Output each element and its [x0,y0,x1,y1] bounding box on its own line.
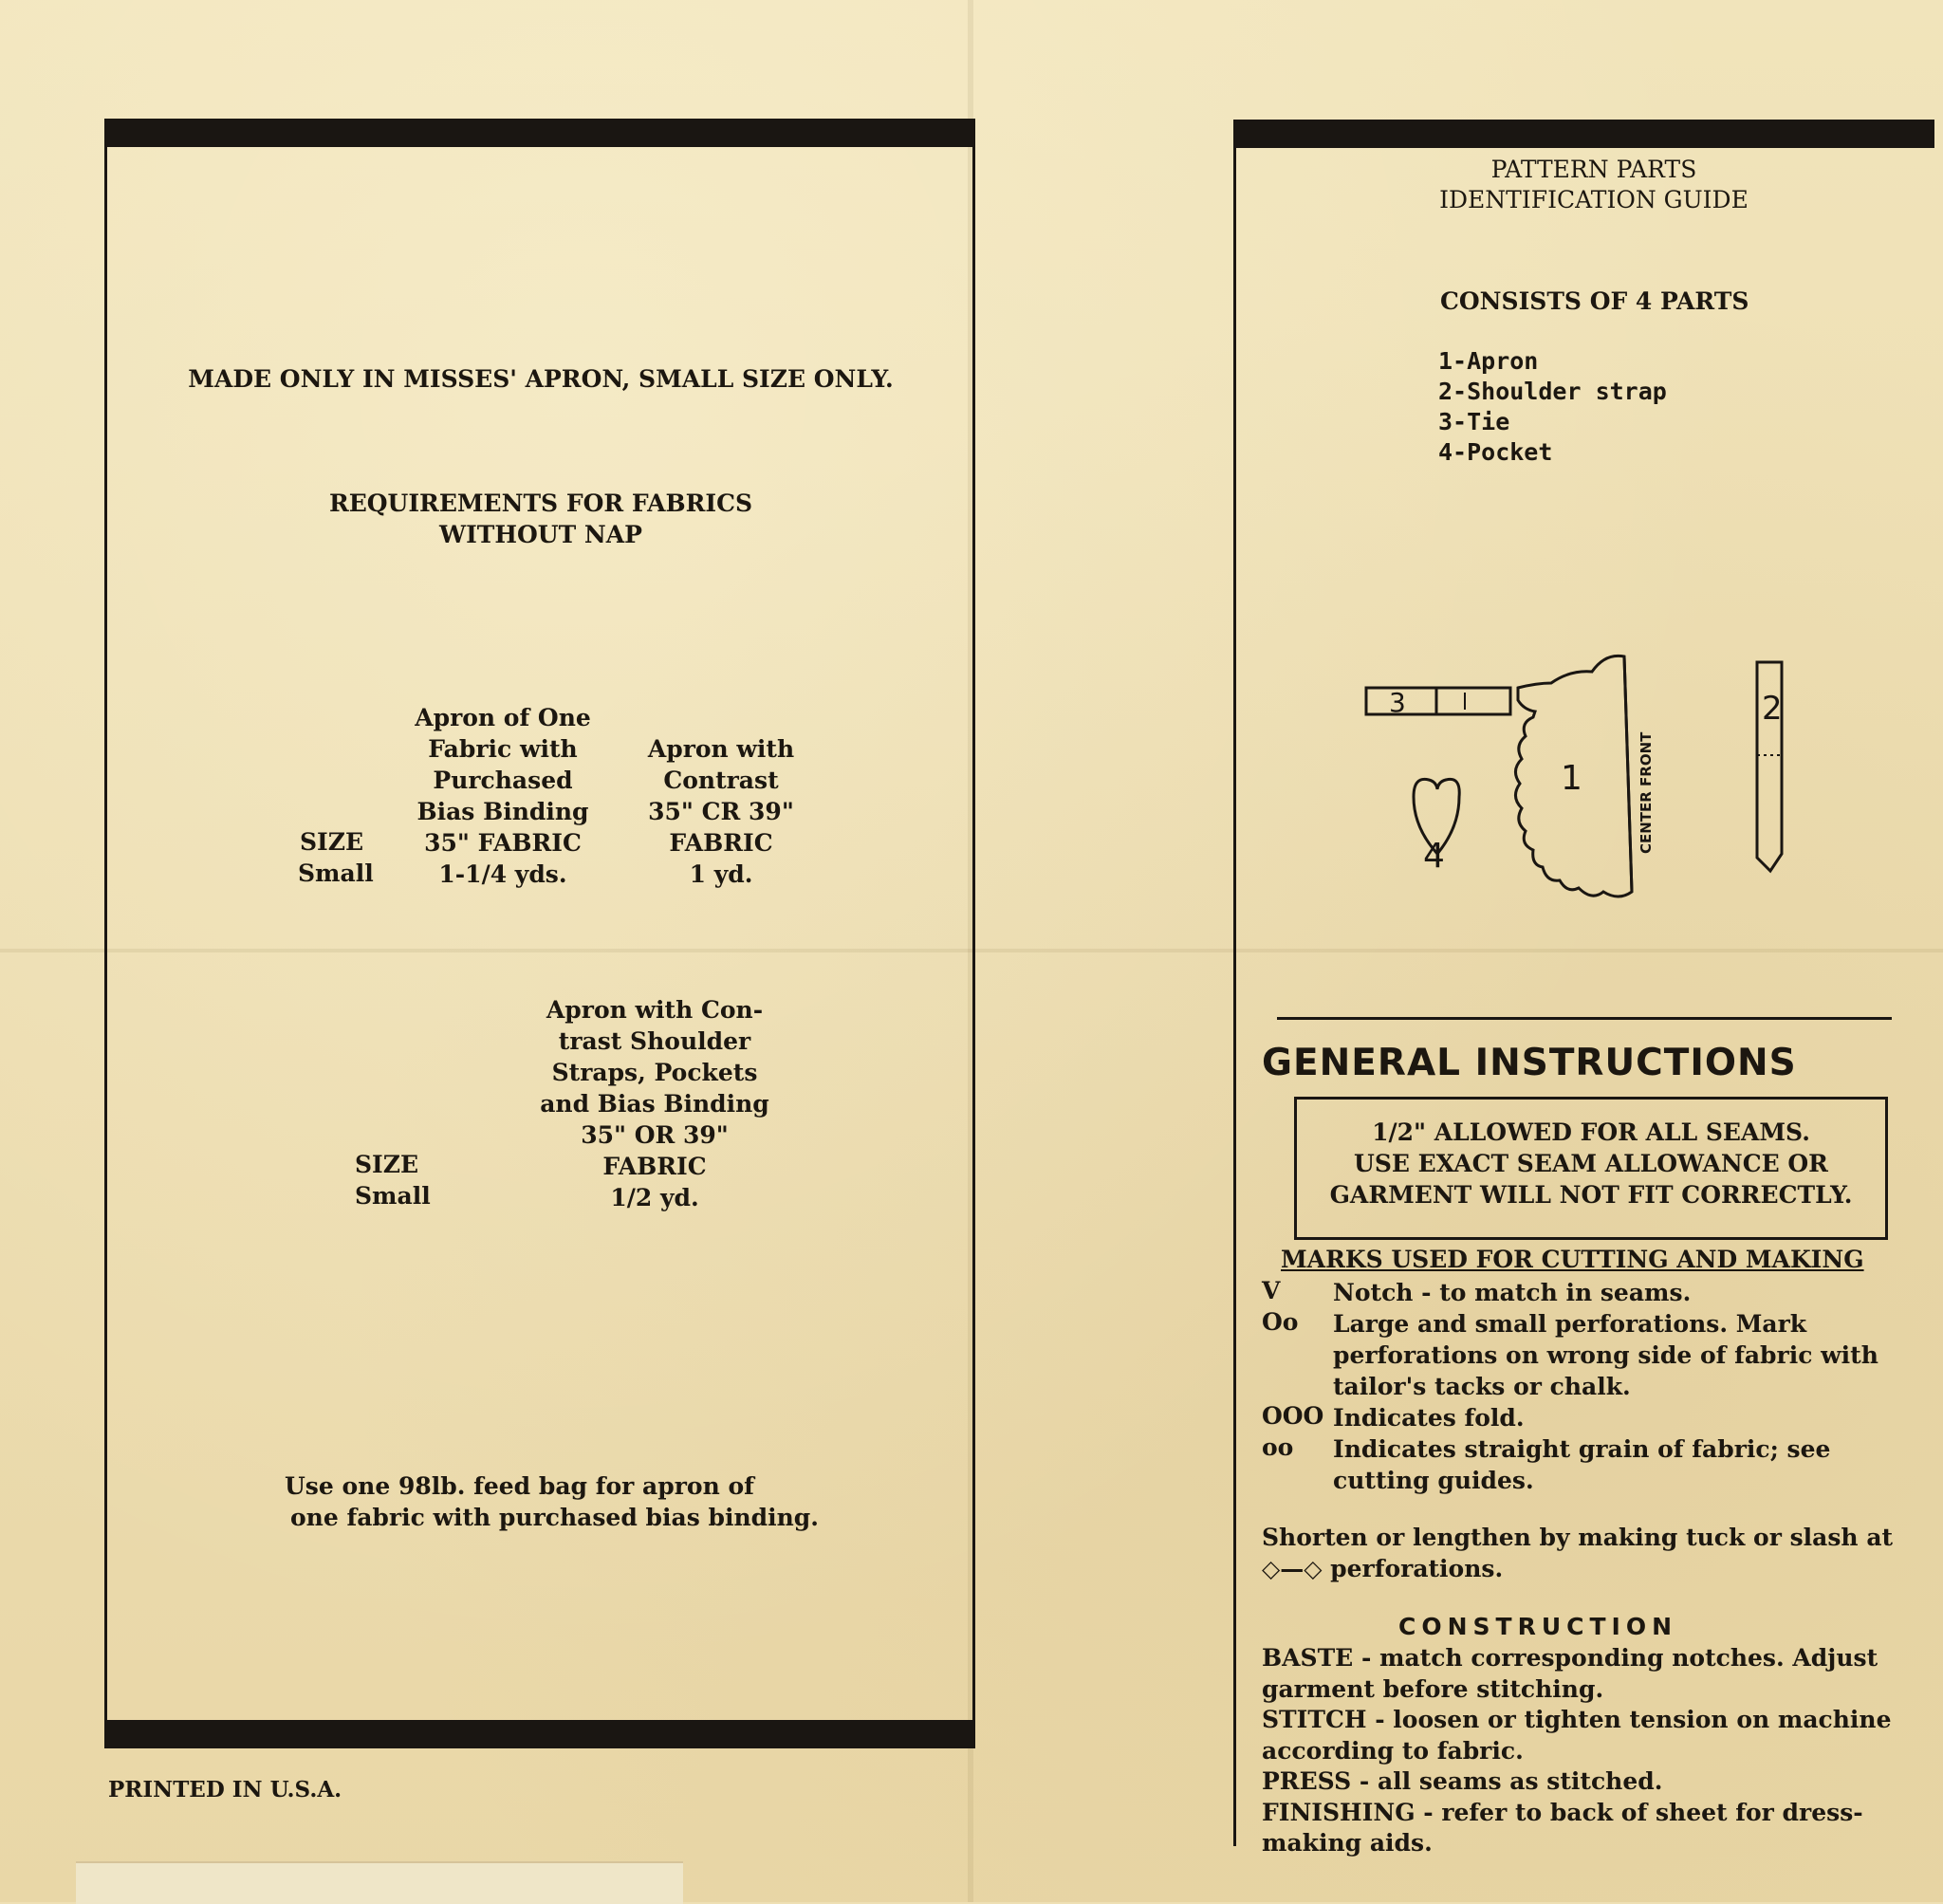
mark-desc-line: cutting guides. [1333,1467,1534,1494]
table2-header [522,994,787,1213]
part-item: 4-Pocket [1438,438,1553,466]
table1-col2-h1: Contrast [663,767,779,794]
mark-key: oo [1262,1433,1294,1461]
shorten-lengthen-note [1262,1522,1893,1584]
table2-h4: 35" OR 39" [581,1121,729,1149]
table1-size-label: SIZE [300,828,364,856]
step-text: - loosen or tighten tension on machine [1366,1706,1892,1733]
feed-bag-note [285,1470,819,1533]
consists-heading: CONSISTS OF 4 PARTS [1440,287,1749,315]
step-text: - match corresponding notches. Adjust [1353,1644,1878,1672]
pocket-number: 4 [1423,837,1445,876]
strap-number: 2 [1762,690,1783,728]
mark-desc [1333,1308,1878,1402]
mark-key: OOO [1262,1402,1324,1430]
table2-h2: Straps, Pockets [551,1059,758,1086]
general-instructions-heading: GENERAL INSTRUCTIONS [1262,1042,1797,1084]
mark-row-fold [1262,1402,1907,1433]
table1-col1-h3: Bias Binding [416,798,589,825]
bottom-bar [104,1720,975,1748]
requirements-line2: WITHOUT NAP [439,521,642,548]
top-bar-right [1233,120,1934,148]
title-line2: IDENTIFICATION GUIDE [1439,186,1749,213]
table2-fabric: FABRIC [602,1153,707,1180]
shorten-line2: ◇—◇ perforations. [1262,1555,1504,1582]
part-item: 1-Apron [1438,347,1539,375]
construction-step-finishing [1262,1798,1892,1829]
table1-col1-h1: Fabric with [428,735,578,763]
title-line1: PATTERN PARTS [1490,156,1697,183]
center-front-label: CENTER FRONT [1638,731,1655,854]
table1-col1-fabric: 35" FABRIC [424,829,582,857]
mark-row-notch [1262,1277,1907,1308]
table1-col2-fabric: FABRIC [669,829,773,857]
table1-col1-amount: 1-1/4 yds. [438,860,567,888]
made-only-note: MADE ONLY IN MISSES' APRON, SMALL SIZE ONLY. [188,365,894,393]
step-text: - refer to back of sheet for dress- [1415,1798,1863,1826]
table1-col1-h0: Apron of One [415,704,591,731]
table2-amount: 1/2 yd. [610,1184,699,1211]
table1-col1-header [398,702,607,890]
step-text: - all seams as stitched. [1351,1767,1663,1795]
part-item: 2-Shoulder strap [1438,378,1667,405]
mark-row-grain [1262,1433,1907,1496]
mark-desc [1333,1433,1830,1496]
construction-step-line: garment before stitching. [1262,1674,1604,1703]
printed-in-usa: PRINTED IN U.S.A. [108,1777,342,1802]
tie-piece [1366,688,1510,714]
notice-line2: USE EXACT SEAM ALLOWANCE OR [1354,1150,1828,1177]
table1-col1-h2: Purchased [433,767,573,794]
section-divider [1277,1017,1892,1020]
mark-desc: Indicates fold. [1333,1404,1525,1432]
table1-col2-header [626,733,816,890]
construction-step-line: according to fabric. [1262,1736,1524,1765]
table1-col2-h0: Apron with [647,735,795,763]
step-term: STITCH [1262,1706,1367,1733]
construction-steps [1262,1643,1892,1859]
requirements-line1: REQUIREMENTS FOR FABRICS [328,490,753,517]
mark-key: Oo [1262,1308,1299,1336]
parts-list [1438,346,1667,468]
torn-paper-edge [76,1861,683,1904]
mark-desc-line: Indicates straight grain of fabric; see [1333,1435,1831,1463]
table1-size-value: Small [298,860,374,887]
table1-col2-amount: 1 yd. [689,860,753,888]
seam-allowance-notice [1294,1097,1888,1240]
feed-bag-line2: one fabric with purchased bias binding. [290,1504,819,1531]
table2-size-value: Small [355,1182,431,1210]
table2-size-label: SIZE [355,1151,419,1178]
mark-desc-line: tailor's tacks or chalk. [1333,1373,1631,1400]
construction-step-baste [1262,1643,1892,1674]
table2-h3: and Bias Binding [540,1090,769,1118]
table2-h0: Apron with Con- [546,996,764,1024]
mark-row-perforations [1262,1308,1907,1402]
part-item: 3-Tie [1438,408,1510,435]
marks-heading: MARKS USED FOR CUTTING AND MAKING [1281,1246,1864,1273]
table1-col2-h2: 35" CR 39" [648,798,794,825]
construction-step-stitch [1262,1705,1892,1736]
mark-desc-line: perforations on wrong side of fabric with [1333,1341,1878,1369]
requirements-heading [285,488,797,550]
apron-number: 1 [1561,759,1582,798]
step-term: BASTE [1262,1644,1354,1672]
pattern-parts-diagram [1347,617,1803,920]
top-bar [104,119,975,147]
pattern-parts-title [1309,155,1878,215]
table2-h1: trast Shoulder [558,1027,751,1055]
step-term: FINISHING [1262,1798,1416,1826]
feed-bag-line1: Use one 98lb. feed bag for apron of [285,1472,754,1500]
construction-step-press [1262,1766,1892,1798]
shorten-line1: Shorten or lengthen by making tuck or slash at [1262,1524,1894,1551]
tie-number: 3 [1389,687,1406,718]
construction-heading: CONSTRUCTION [1398,1613,1678,1640]
mark-desc: Notch - to match in seams. [1333,1279,1692,1306]
construction-step-line: making aids. [1262,1829,1433,1857]
mark-key: V [1262,1277,1281,1304]
notice-line3: GARMENT WILL NOT FIT CORRECTLY. [1329,1181,1853,1209]
notice-line1: 1/2" ALLOWED FOR ALL SEAMS. [1372,1118,1810,1146]
mark-desc-line: Large and small perforations. Mark [1333,1310,1807,1338]
step-term: PRESS [1262,1767,1352,1795]
